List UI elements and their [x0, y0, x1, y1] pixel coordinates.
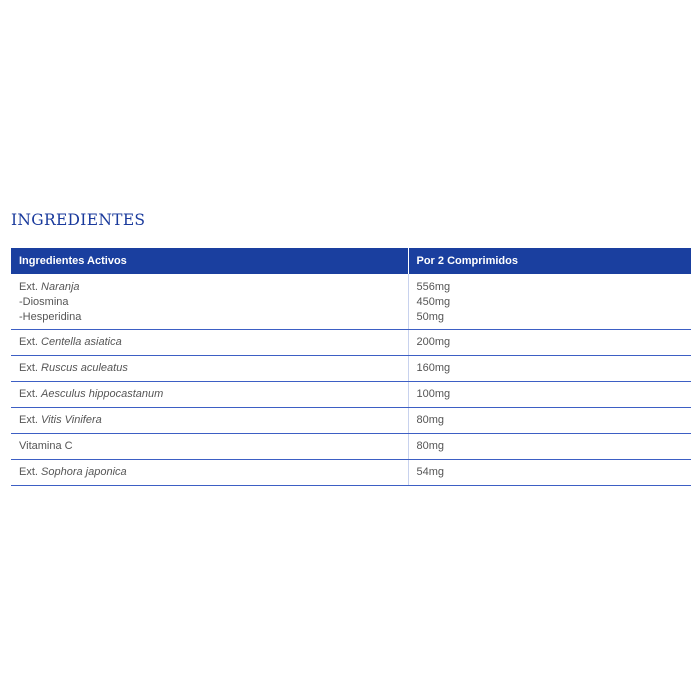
ingredient-name: Vitis Vinifera: [41, 414, 102, 426]
ingredient-cell: [11, 434, 408, 460]
sub-ingredient: -Diosmina: [19, 296, 69, 308]
ingredient-prefix: Ext.: [19, 466, 42, 478]
amount-cell: 80mg: [408, 408, 691, 434]
amount-cell: 200mg: [408, 330, 691, 356]
ingredient-name: Vitamina C: [19, 440, 73, 452]
ingredient-line: [19, 280, 408, 295]
ingredient-name: Ruscus aculeatus: [41, 362, 128, 374]
ingredient-name: Naranja: [41, 281, 80, 293]
amount-cell: 100mg: [408, 382, 691, 408]
amount-cell: 160mg: [408, 356, 691, 382]
table-row: [11, 408, 691, 434]
ingredient-name: Centella asiatica: [41, 336, 122, 348]
amount-cell: [408, 274, 691, 330]
amount-value: 450mg: [416, 296, 451, 308]
amount-cell: 80mg: [408, 434, 691, 460]
ingredient-cell: [11, 330, 408, 356]
table-row: [11, 434, 691, 460]
amount-value: 50mg: [416, 311, 445, 323]
ingredient-prefix: Ext.: [19, 414, 42, 426]
table-row: [11, 356, 691, 382]
amount-value: 556mg: [416, 281, 451, 293]
ingredients-table: [11, 248, 691, 486]
header-per-2-tablets: Por 2 Comprimidos: [408, 248, 691, 274]
ingredient-cell: [11, 408, 408, 434]
header-active-ingredients: Ingredientes Activos: [11, 248, 408, 274]
ingredient-name: Sophora japonica: [41, 466, 127, 478]
ingredient-name: Aesculus hippocastanum: [41, 388, 164, 400]
section-title: INGREDIENTES: [11, 211, 146, 229]
ingredient-cell: [11, 382, 408, 408]
sub-ingredient: -Hesperidina: [19, 311, 82, 323]
table-row: [11, 382, 691, 408]
ingredient-cell: [11, 274, 408, 330]
table-row: [11, 274, 691, 330]
table-header-row: [11, 248, 691, 274]
amount-cell: 54mg: [408, 460, 691, 486]
table-row: [11, 460, 691, 486]
table-row: [11, 330, 691, 356]
ingredient-prefix: Ext.: [19, 281, 42, 293]
ingredient-prefix: Ext.: [19, 388, 42, 400]
ingredient-prefix: Ext.: [19, 362, 42, 374]
ingredient-cell: [11, 460, 408, 486]
ingredient-prefix: Ext.: [19, 336, 42, 348]
ingredient-cell: [11, 356, 408, 382]
